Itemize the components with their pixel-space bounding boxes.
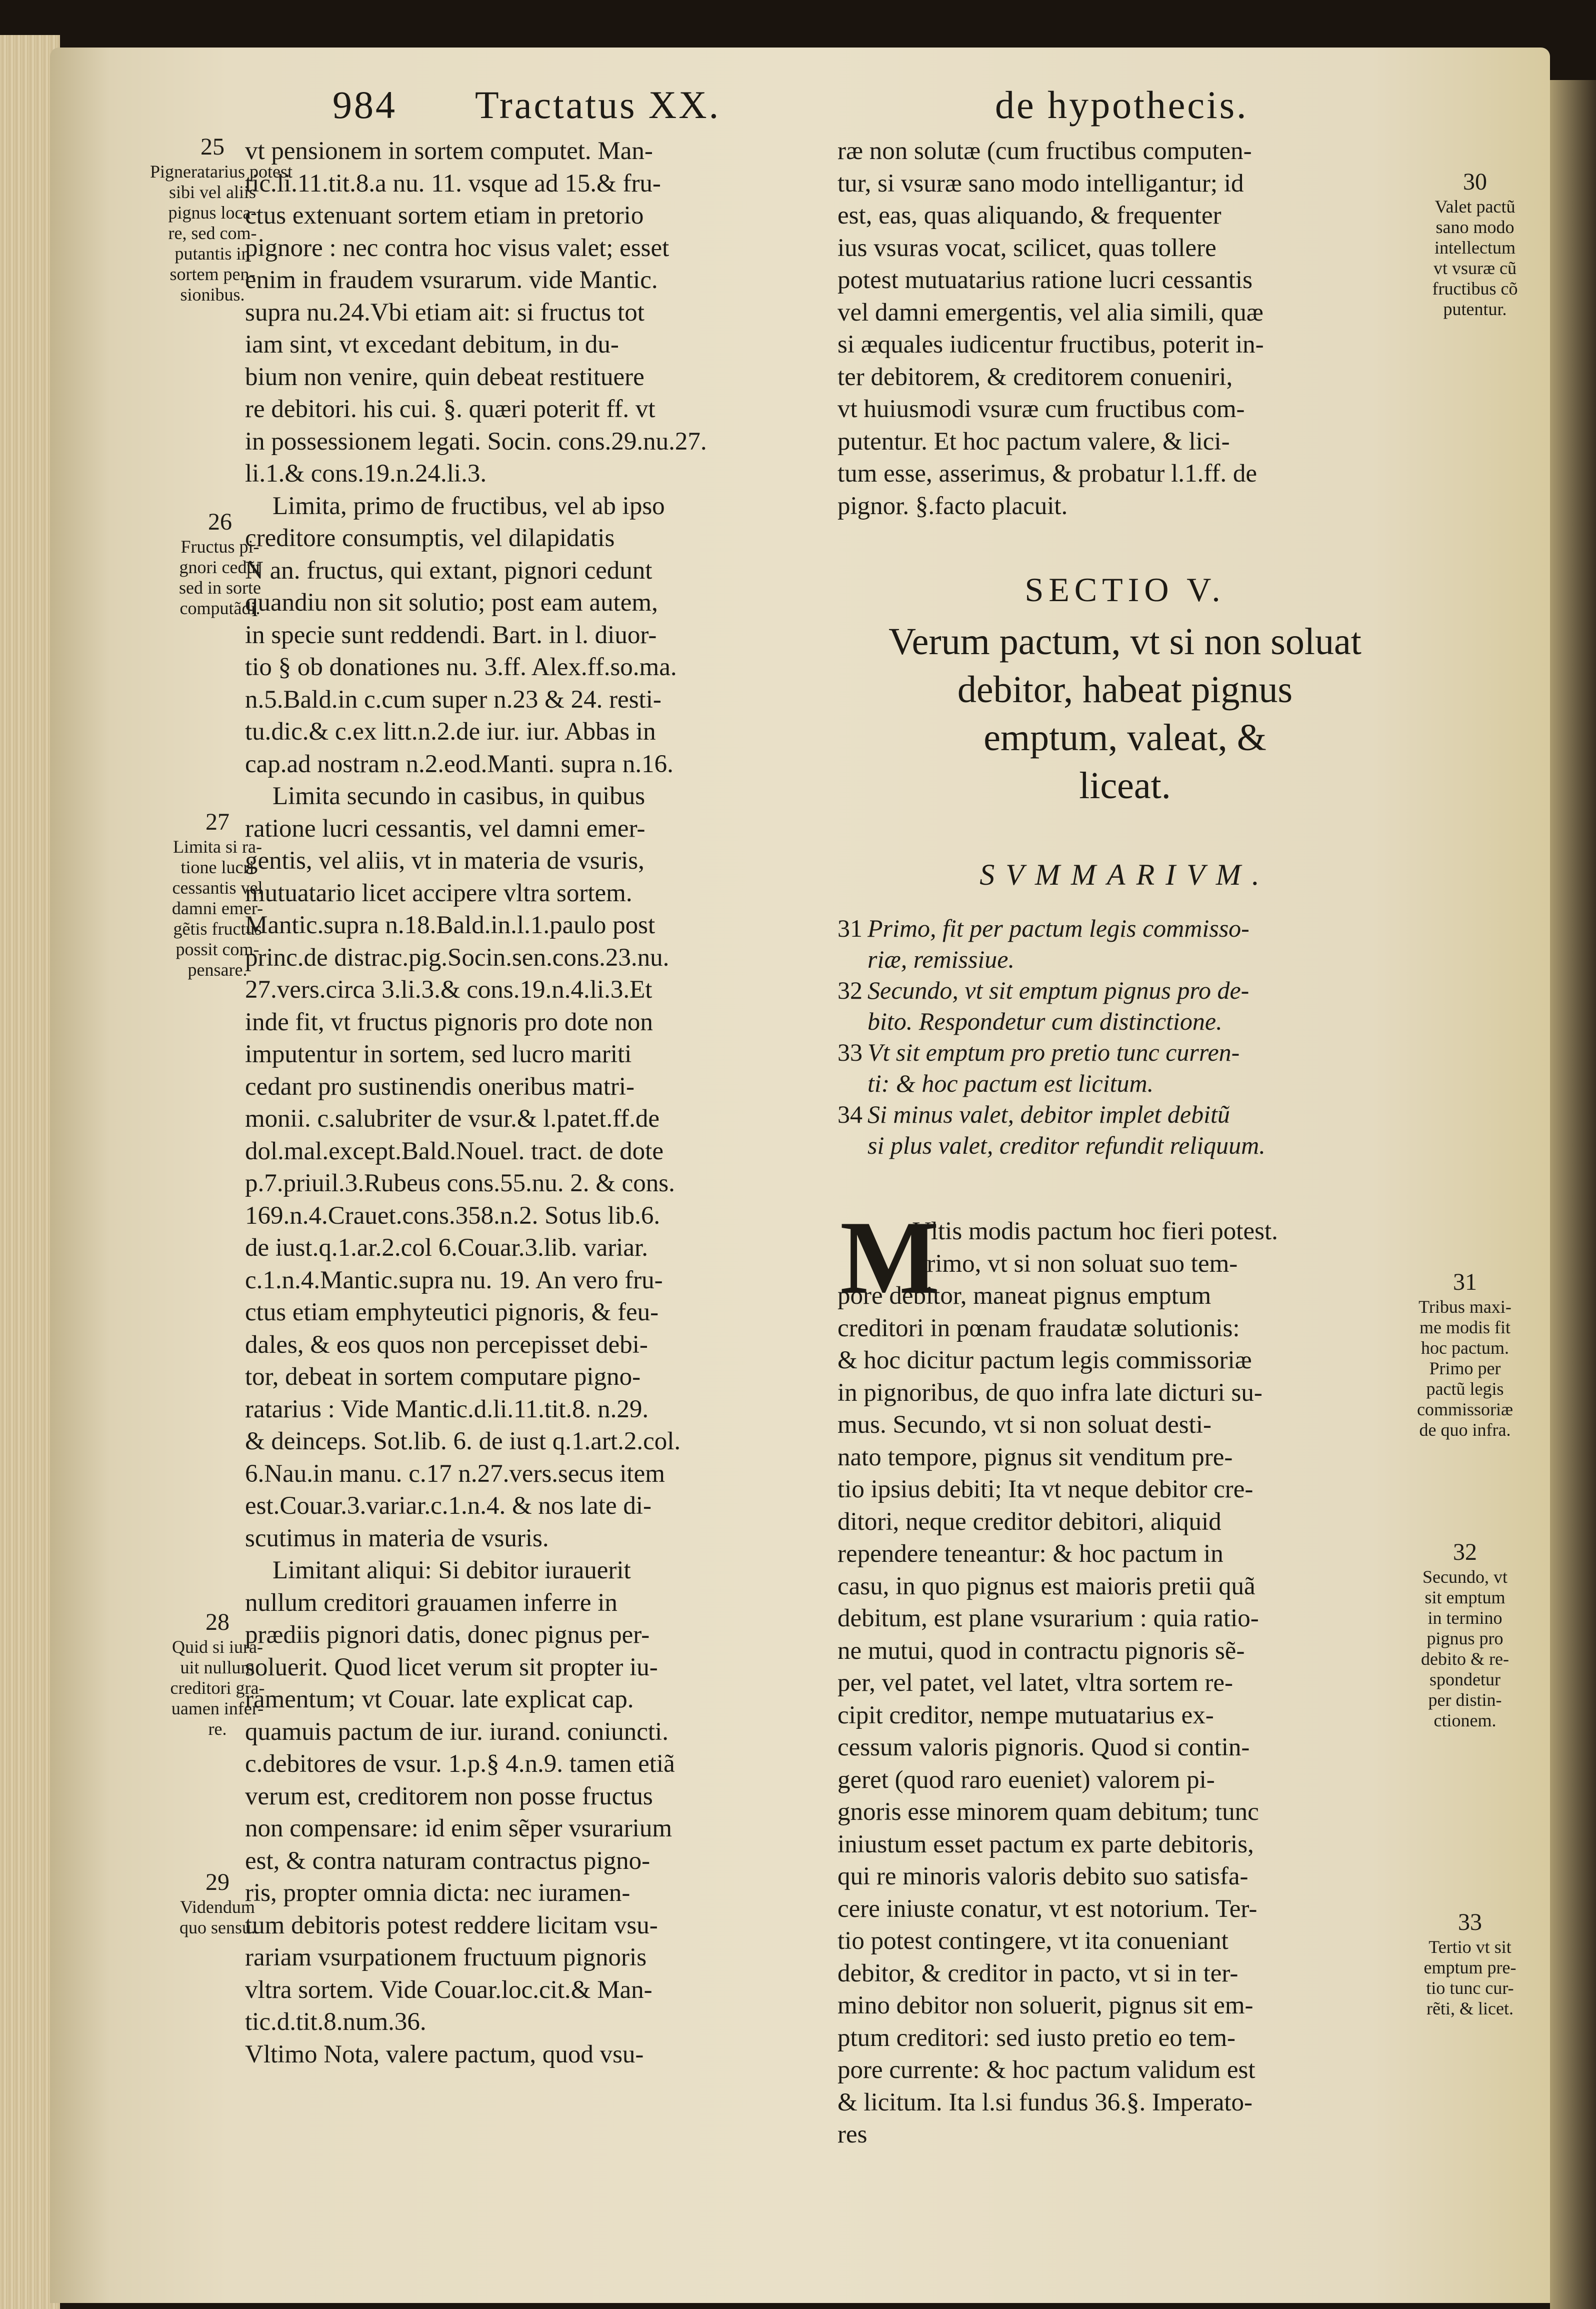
text-line: & deinceps. Sot.lib. 6. de iust q.1.art.2.col.	[245, 1427, 681, 1455]
text-line: rariam vsurpationem fructuum pignoris	[245, 1943, 647, 1971]
text-line: Limita, primo de fructibus, vel ab ipso	[272, 492, 665, 520]
text-line: pore currente: & hoc pactum validum est	[838, 2056, 1256, 2084]
margin-note-line: sed in sorte	[179, 578, 261, 598]
text-line: imputentur in sortem, sed lucro mariti	[245, 1040, 632, 1068]
text-line: mus. Secundo, vt si non soluat desti-	[838, 1411, 1212, 1439]
text-line: bium non venire, quin debeat restituere	[245, 363, 644, 391]
text-line: ditori, neque creditor debitori, aliquid	[838, 1507, 1222, 1536]
margin-note-line: fructibus cõ	[1432, 279, 1518, 299]
text-line: prædiis pignori datis, donec pignus per-	[245, 1621, 650, 1649]
margin-note-number: 30	[1463, 169, 1487, 195]
text-line: casu, in quo pignus est maioris pretii quã	[838, 1572, 1256, 1600]
summary-title: SVMMARIVM.	[980, 858, 1270, 891]
text-line: mino debitor non soluerit, pignus sit em-	[838, 1991, 1254, 2019]
text-line: soluerit. Quod licet verum sit propter iu-	[245, 1653, 658, 1681]
text-line: vt pensionem in sortem computet. Man-	[245, 137, 653, 165]
summary-item-number: 33	[838, 1038, 862, 1066]
text-line: N an. fructus, qui extant, pignori cedunt	[245, 556, 652, 585]
section-heading-line: debitor, habeat pignus	[957, 669, 1293, 711]
margin-note-line: cessantis vel	[172, 878, 263, 898]
text-line: pore debitor, maneat pignus emptum	[838, 1282, 1212, 1310]
text-line: cessum valoris pignoris. Quod si contin-	[838, 1733, 1250, 1761]
margin-note-line: quo sensu.	[180, 1917, 256, 1937]
text-line: pignor. §.facto placuit.	[838, 492, 1068, 520]
margin-note-line: hoc pactum.	[1421, 1338, 1509, 1358]
text-line: qui re minoris valoris debito suo satisfa-	[838, 1862, 1248, 1890]
summary-item	[838, 913, 1428, 975]
text-line: ter debitorem, & creditorem conueniri,	[838, 363, 1233, 391]
text-line: iniustum esset pactum ex parte debitoris,	[838, 1830, 1254, 1858]
text-line: ratione lucri cessantis, vel damni emer-	[245, 814, 646, 843]
text-line: cedant pro sustinendis oneribus matri-	[245, 1072, 634, 1101]
margin-note-number: 26	[208, 509, 232, 535]
text-line: vt huiusmodi vsuræ cum fructibus com-	[838, 395, 1245, 423]
margin-note-line: intellectum	[1434, 238, 1516, 258]
summary-item	[838, 975, 1428, 1037]
text-line: ne mutui, quod in contractu pignoris sẽ-	[838, 1636, 1245, 1665]
text-line: 169.n.4.Crauet.cons.358.n.2. Sotus lib.6.	[245, 1201, 660, 1230]
text-line: creditore consumptis, vel dilapidatis	[245, 524, 615, 552]
text-line: tio § ob donationes nu. 3.ff. Alex.ff.so.ma.	[245, 653, 677, 681]
text-line: li.1.& cons.19.n.24.li.3.	[245, 460, 487, 488]
margin-note-number: 27	[206, 809, 230, 835]
margin-note-line: possit com-	[176, 939, 260, 959]
text-line: tur, si vsuræ sano modo intelligantur; id	[838, 169, 1244, 198]
margin-note-line: sano modo	[1436, 217, 1514, 237]
text-line: verum est, creditorem non posse fructus	[245, 1782, 653, 1810]
margin-note-line: ctionem.	[1434, 1710, 1496, 1730]
margin-note-line: damni emer-	[172, 898, 264, 918]
margin-note-line: sionibus.	[180, 285, 245, 305]
text-line: Primo, vt si non soluat suo tem-	[912, 1249, 1238, 1278]
text-line: geret (quod raro eueniet) valorem pi-	[838, 1765, 1215, 1794]
margin-note-line: Quid si iura-	[172, 1637, 263, 1657]
text-line: tic.li.11.tit.8.a nu. 11. vsque ad 15.& fru-	[245, 169, 661, 198]
text-line: debitum, est plane vsurarium : quia ratio-	[838, 1604, 1259, 1632]
margin-note-line: Fructus pi-	[180, 537, 260, 557]
margin-note-line: emptum pre-	[1424, 1957, 1516, 1977]
text-line: Mantic.supra n.18.Bald.in.l.1.paulo post	[245, 911, 656, 939]
margin-note-line: creditori gra-	[170, 1678, 265, 1698]
text-line: ratarius : Vide Mantic.d.li.11.tit.8. n.29.	[245, 1395, 649, 1423]
margin-note-line: pensare.	[188, 960, 248, 980]
margin-note-line: computãdi.	[180, 598, 260, 618]
margin-note-number: 33	[1458, 1909, 1482, 1935]
summary-list	[838, 913, 1428, 1161]
running-title-left: Tractatus XX.	[475, 83, 721, 127]
margin-note-31	[1400, 1268, 1530, 1440]
margin-note-line: Limita si ra-	[173, 837, 262, 857]
text-line: & licitum. Ita l.si fundus 36.§. Imperato-	[838, 2088, 1253, 2116]
text-line: rependere teneantur: & hoc pactum in	[838, 1540, 1224, 1568]
text-line: ctus extenuant sortem etiam in pretorio	[245, 202, 644, 230]
margin-note-line: spondetur	[1430, 1669, 1500, 1689]
text-line: dol.mal.except.Bald.Nouel. tract. de dote	[245, 1137, 664, 1165]
summary-item-line: Vt sit emptum pro pretio tunc curren-	[868, 1038, 1240, 1066]
summary-item	[838, 1099, 1428, 1161]
text-line: enim in fraudem vsurarum. vide Mantic.	[245, 266, 658, 294]
margin-note-line: vt vsuræ cũ	[1434, 258, 1516, 278]
text-line: cap.ad nostram n.2.eod.Manti. supra n.16.	[245, 750, 674, 778]
text-line: de iust.q.1.ar.2.col 6.Couar.3.lib. variar.	[245, 1234, 648, 1262]
margin-note-line: sibi vel aliis	[169, 182, 256, 202]
margin-note-number: 28	[206, 1609, 230, 1635]
text-line: est.Couar.3.variar.c.1.n.4. & nos late di-	[245, 1492, 652, 1520]
margin-note-number: 31	[1453, 1269, 1477, 1295]
running-title-right: de hypothecis.	[995, 83, 1248, 127]
summary-item	[838, 1037, 1428, 1099]
text-line: ris, propter omnia dicta: nec iuramen-	[245, 1879, 630, 1907]
text-line: ctus etiam emphyteutici pignoris, & feu-	[245, 1298, 659, 1326]
text-line: Vltis modis pactum hoc fieri potest.	[912, 1217, 1278, 1245]
text-line: Limita secundo in casibus, in quibus	[272, 782, 646, 810]
margin-note-line: gnori cedũt	[179, 557, 261, 577]
text-line: putentur. Et hoc pactum valere, & lici-	[838, 427, 1230, 456]
text-line: tu.dic.& c.ex litt.n.2.de iur. iur. Abbas in	[245, 718, 656, 746]
summary-item-line: ti: & hoc pactum est licitum.	[868, 1069, 1154, 1097]
text-line: cere iniuste conatur, vt est notorium. Ter-	[838, 1894, 1258, 1923]
text-line: non compensare: id enim sẽper vsurarium	[245, 1814, 672, 1842]
text-line: res	[838, 2120, 868, 2148]
margin-note-line: in termino	[1428, 1608, 1502, 1628]
page-number: 984	[332, 83, 397, 127]
text-line: per, vel patet, vel latet, vltra sortem re-	[838, 1669, 1233, 1697]
margin-note-32	[1400, 1538, 1530, 1731]
text-line: 27.vers.circa 3.li.3.& cons.19.n.4.li.3.Et	[245, 976, 652, 1004]
margin-note-line: me modis fit	[1420, 1317, 1510, 1337]
margin-note-line: uit nullum	[180, 1657, 255, 1677]
section-heading-line: liceat.	[1079, 765, 1171, 807]
text-line: in possessionem legati. Socin. cons.29.nu.27.	[245, 427, 707, 456]
margin-note-number: 25	[200, 134, 224, 160]
text-line: monii. c.salubriter de vsur.& l.patet.ff.de	[245, 1105, 660, 1133]
text-line: tor, debeat in sortem computare pigno-	[245, 1363, 641, 1391]
summary-item-line: si plus valet, creditor refundit reliquum.	[868, 1131, 1266, 1159]
summary-item-number: 32	[838, 976, 862, 1004]
margin-note-33	[1405, 1908, 1535, 2019]
margin-note-line: pactũ legis	[1426, 1379, 1504, 1399]
margin-note-line: per distin-	[1428, 1690, 1502, 1710]
text-line: est, & contra naturam contractus pigno-	[245, 1846, 650, 1875]
margin-note-line: pignus pro	[1426, 1628, 1504, 1648]
text-line: quandiu non sit solutio; post eam autem,	[245, 589, 658, 617]
margin-note-line: Secundo, vt	[1422, 1567, 1508, 1587]
text-line: c.debitores de vsur. 1.p.§ 4.n.9. tamen etiã	[245, 1750, 675, 1778]
text-line: nullum creditori grauamen inferre in	[245, 1588, 618, 1617]
margin-note-line: tione lucri	[180, 857, 254, 877]
book-page	[50, 48, 1550, 2303]
text-line: gentis, vel aliis, vt in materia de vsuris,	[245, 847, 644, 875]
text-line: ramentum; vt Couar. late explicat cap.	[245, 1685, 634, 1713]
margin-note-line: sortem pen-	[170, 264, 256, 284]
margin-note-line: re, sed com-	[168, 223, 257, 243]
margin-note-number: 29	[206, 1869, 230, 1895]
margin-note-line: Tertio vt sit	[1428, 1937, 1512, 1957]
text-line: vel damni emergentis, vel alia simili, quæ	[838, 298, 1264, 327]
margin-note-line: tio tunc cur-	[1426, 1978, 1514, 1998]
binding-shadow-right	[1550, 80, 1596, 2309]
text-line: potest mutuatarius ratione lucri cessantis	[838, 266, 1252, 294]
text-line: quamuis pactum de iur. iurand. coniuncti.	[245, 1717, 668, 1746]
margin-note-30	[1410, 168, 1540, 320]
summary-item-line: bito. Respondetur cum distinctione.	[868, 1007, 1222, 1035]
text-line: debitor, & creditor in pacto, vt si in ter-	[838, 1959, 1238, 1987]
text-line: ptum creditori: sed iusto pretio eo tem-	[838, 2023, 1236, 2052]
summary-item-line: Primo, fit per pactum legis commissо-	[868, 914, 1250, 942]
margin-note-line: Valet pactũ	[1434, 197, 1516, 217]
text-line: Vltimo Nota, valere pactum, quod vsu-	[245, 2040, 644, 2068]
margin-note-line: putentur.	[1443, 299, 1507, 319]
margin-note-line: Primo per	[1429, 1358, 1501, 1378]
margin-note-line: uamen infer-	[171, 1698, 264, 1718]
text-line: supra nu.24.Vbi etiam ait: si fructus tot	[245, 298, 644, 327]
text-line: tum debitoris potest reddere licitam vsu-	[245, 1911, 658, 1939]
margin-note-line: re.	[208, 1719, 227, 1739]
margin-note-line: Tribus maxi-	[1418, 1297, 1512, 1317]
summary-item-number: 31	[838, 914, 862, 942]
right-text-column-body	[838, 1200, 1428, 2151]
margin-note-line: debito & re-	[1421, 1649, 1509, 1669]
text-line: tum esse, asserimus, & probatur l.1.ff. de	[838, 460, 1257, 488]
margin-note-number: 32	[1453, 1539, 1477, 1565]
text-line: in specie sunt reddendi. Bart. in l. diuor-	[245, 621, 657, 649]
text-line: Limitant aliqui: Si debitor iurauerit	[272, 1556, 631, 1584]
text-line: c.1.n.4.Mantic.supra nu. 19. An vero fru-	[245, 1266, 663, 1294]
summary-item-line: Secundo, vt sit emptum pignus pro de-	[868, 976, 1250, 1004]
text-line: mutuatario licet accipere vltra sortem.	[245, 879, 632, 907]
text-line: iam sint, vt excedant debitum, in du-	[245, 331, 619, 359]
section-label: SECTIO V.	[1024, 571, 1226, 609]
text-line: p.7.priuil.3.Rubeus cons.55.nu. 2. & cons.	[245, 1169, 675, 1197]
text-line: in pignoribus, de quo infra late dicturi su-	[838, 1378, 1262, 1407]
text-line: inde fit, vt fructus pignoris pro dote non	[245, 1008, 653, 1036]
summary-item-number: 34	[838, 1100, 862, 1128]
text-line: cipit creditor, nempe mutuatarius ex-	[838, 1701, 1214, 1729]
margin-note-line: rẽti, & licet.	[1426, 1998, 1514, 2018]
section-heading	[830, 618, 1420, 810]
text-line: ius vsuras vocat, scilicet, quas tollere	[838, 234, 1216, 262]
text-line: tio potest contingere, vt ita conueniant	[838, 1927, 1228, 1955]
text-line: re debitori. his cui. §. quæri poterit ff. vt	[245, 395, 656, 423]
margin-note-line: putantis in	[174, 244, 250, 264]
margin-note-line: Videndum	[180, 1897, 255, 1917]
drop-cap: M	[840, 1200, 940, 1316]
text-line: 6.Nau.in manu. c.17 n.27.vers.secus item	[245, 1459, 665, 1488]
text-line: est, eas, quas aliquando, & frequenter	[838, 202, 1222, 230]
margin-note-line: de quo infra.	[1419, 1420, 1511, 1440]
margin-note-line: Pigneratarius potest	[150, 162, 292, 182]
text-line: nato tempore, pignus sit venditum pre-	[838, 1443, 1233, 1471]
summary-item-line: riæ, remissiue.	[868, 945, 1014, 973]
left-text-column	[245, 135, 845, 2070]
margin-note-line: pignus loca-	[168, 203, 257, 223]
margin-note-line: gẽtis fructus	[173, 919, 262, 939]
summary-item-line: Si minus valet, debitor implet debitũ	[868, 1100, 1230, 1128]
text-line: tio ipsius debiti; Ita vt neque debitor cre-	[838, 1475, 1254, 1503]
text-line: ræ non solutæ (cum fructibus computen-	[838, 137, 1252, 165]
text-line: scutimus in materia de vsuris.	[245, 1524, 549, 1552]
text-line: tic.d.tit.8.num.36.	[245, 2008, 426, 2036]
text-line: dales, & eos quos non percepisset debi-	[245, 1330, 648, 1359]
text-line: n.5.Bald.in c.cum super n.23 & 24. resti-	[245, 685, 662, 714]
text-line: si æquales iudicentur fructibus, poterit in-	[838, 331, 1264, 359]
margin-note-line: sit emptum	[1424, 1587, 1506, 1607]
section-heading-line: Verum pactum, vt si non soluat	[888, 621, 1362, 663]
margin-note-line: commissoriæ	[1416, 1399, 1513, 1419]
text-line: & hoc dicitur pactum legis commissoriæ	[838, 1346, 1252, 1374]
section-heading-line: emptum, valeat, &	[984, 717, 1266, 759]
text-line: pignore : nec contra hoc visus valet; esset	[245, 234, 670, 262]
text-line: vltra sortem. Vide Couar.loc.cit.& Man-	[245, 1975, 652, 2004]
text-line: gnoris esse minorem quam debitum; tunc	[838, 1798, 1259, 1826]
right-text-column-top	[838, 135, 1428, 522]
text-line: creditori in pœnam fraudatæ solutionis:	[838, 1314, 1240, 1342]
text-line: princ.de distrac.pig.Socin.sen.cons.23.nu.	[245, 943, 670, 972]
